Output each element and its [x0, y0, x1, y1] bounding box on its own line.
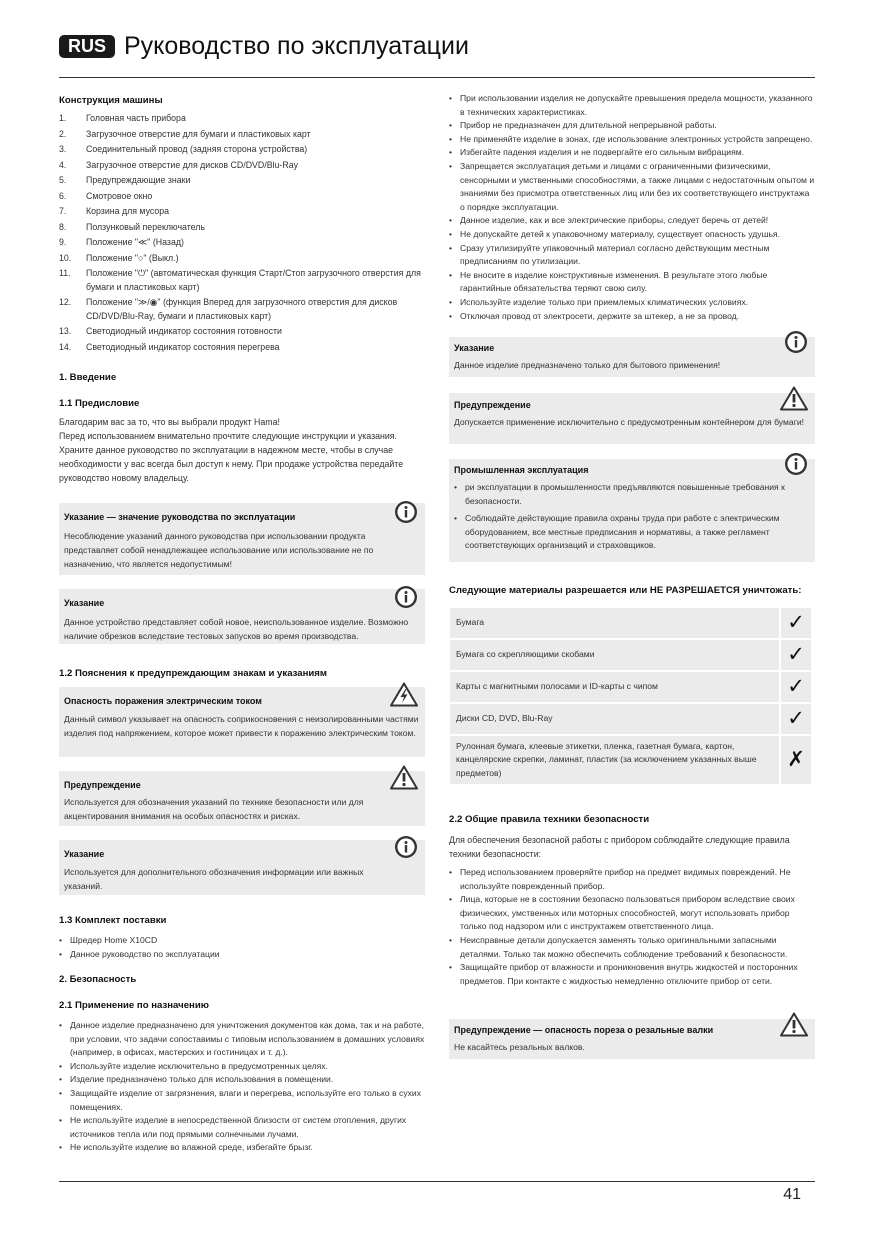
- construction-item: [59, 205, 425, 219]
- list-item: • Лица, которые не в состоянии безопасно пользоваться прибором вследствие своих физических, умственных или моторных способностей, могут использовать прибор только под надзором или с инструктажем ответственного лица.: [449, 893, 815, 934]
- list-item: • Защищайте изделие от загрязнения, влаги и перегрева, используйте его только в сухих помещениях.: [59, 1087, 427, 1114]
- note-manual-importance: [59, 503, 425, 575]
- list-item: • Шредер Home X10CD: [59, 934, 425, 948]
- construction-item: [59, 221, 425, 235]
- item-number: 4.: [59, 159, 67, 170]
- page-number: 41: [783, 1186, 801, 1203]
- language-badge: RUS: [59, 35, 115, 58]
- info-icon: [784, 330, 808, 354]
- list-item: • Неисправные детали допускается заменять только оригинальными запасными деталями. Только так можно обеспечить соблюдение требований к безопасности.: [449, 934, 815, 961]
- box-text: Данное изделие предназначено только для бытового применения!: [454, 360, 721, 370]
- construction-item: [59, 341, 425, 355]
- list-item: • Защищайте прибор от влажности и проникновения внутрь жидкостей и посторонних предметов. При контакте с жидкостью немедленно отключите прибор от сети.: [449, 961, 815, 988]
- box-title: Указание: [64, 849, 105, 859]
- construction-list: [59, 112, 425, 356]
- household-note: [449, 337, 815, 377]
- delivery-heading: 1.3 Комплект поставки: [59, 915, 167, 926]
- info-icon: [394, 835, 418, 859]
- industrial-list: [454, 481, 806, 553]
- note-title: Указание: [64, 598, 105, 608]
- construction-item: [59, 236, 425, 250]
- intro-heading: 1. Введение: [59, 372, 117, 383]
- safety-heading: 2. Безопасность: [59, 974, 137, 985]
- construction-item: [59, 128, 425, 142]
- construction-item: [59, 190, 425, 204]
- item-text: Загрузочное отверстие для бумаги и пластиковых карт: [86, 128, 311, 139]
- construction-item: [59, 174, 425, 188]
- allowed-check-icon: ✓: [780, 703, 812, 735]
- material-row: [449, 735, 812, 785]
- item-text: Ползунковый переключатель: [86, 221, 205, 232]
- page-title: Руководство по эксплуатации: [124, 32, 469, 60]
- material-name: Рулонная бумага, клеевые этикетки, пленка, газетная бумага, картон, канцелярские скрепки, ламинат, пластик (за исключением указанных выше предметов): [449, 735, 780, 785]
- item-number: 1.: [59, 113, 67, 123]
- item-text: Головная часть прибора: [86, 113, 186, 123]
- item-number: 13.: [59, 326, 72, 336]
- box-text: Данный символ указывает на опасность соприкосновения с неизолированными частями изделия под напряжением, которое может привести к поражению электрическим током.: [64, 714, 419, 738]
- item-text: Предупреждающие знаки: [86, 175, 191, 185]
- list-item: • Избегайте падения изделия и не подвергайте его сильным вибрациям.: [449, 146, 815, 160]
- item-number: 2.: [59, 128, 67, 139]
- safety-rules-list: [449, 92, 815, 323]
- info-box: [59, 840, 425, 895]
- list-item: • Не используйте изделие в непосредственной близости от систем отопления, других источников тепла или под прямыми солнечными лучами.: [59, 1114, 427, 1141]
- item-number: 8.: [59, 221, 67, 232]
- item-text: Положение "≫/◉" (функция Вперед для загрузочного отверстия для дисков CD/DVD/Blu-Ray, бумаги и пластиковых карт): [86, 297, 398, 321]
- box-text: Используется для обозначения указаний по технике безопасности или для акцентирования внимания на особых опасностях и рисках.: [64, 797, 364, 821]
- item-number: 6.: [59, 190, 67, 201]
- material-name: Диски CD, DVD, Blu-Ray: [449, 703, 780, 735]
- general-safety-heading: 2.2 Общие правила техники безопасности: [449, 814, 650, 825]
- item-number: 12.: [59, 297, 72, 307]
- industrial-use-box: [449, 459, 815, 562]
- box-title: Предупреждение — опасность пореза о резальные валки: [454, 1025, 714, 1035]
- list-item: • Не применяйте изделие в зонах, где использование электронных устройств запрещено.: [449, 133, 815, 147]
- material-row: [449, 607, 812, 639]
- foreword-text: Благодарим вас за то, что вы выбрали продукт Hama! Перед использованием внимательно прочтите следующие инструкции и указания. Храните данное руководство по эксплуатации в надежном месте, чтобы в случае необходимости у вас всегда был доступ к нему. При продаже устройства передайте руководство новому владельцу.: [59, 417, 404, 483]
- material-name: Бумага: [449, 607, 780, 639]
- box-title: Промышленная эксплуатация: [454, 465, 589, 475]
- shock-hazard-box: [59, 687, 425, 757]
- warning-triangle-icon: [780, 386, 808, 411]
- info-icon: [394, 500, 418, 524]
- box-title: Предупреждение: [64, 780, 141, 790]
- materials-table: [448, 606, 813, 786]
- item-text: Положение "≪" (Назад): [86, 237, 184, 247]
- item-text: Положение "○" (Выкл.): [86, 252, 179, 263]
- box-title: Указание: [454, 343, 495, 353]
- list-item: • Данное изделие, как и все электрические приборы, следует беречь от детей!: [449, 214, 815, 228]
- list-item: • Данное руководство по эксплуатации: [59, 948, 425, 962]
- item-number: 7.: [59, 206, 67, 216]
- construction-item: [59, 112, 425, 126]
- allowed-check-icon: ✓: [780, 607, 812, 639]
- box-text: Допускается применение исключительно с предусмотренным контейнером для бумаги!: [454, 417, 805, 427]
- item-text: Смотровое окно: [86, 190, 153, 201]
- list-item: • Не используйте изделие во влажной среде, избегайте брызг.: [59, 1141, 427, 1155]
- box-title: Опасность поражения электрическим током: [64, 696, 262, 706]
- material-name: Карты с магнитными полосами и ID-карты с чипом: [449, 671, 780, 703]
- material-name: Бумага со скрепляющими скобами: [449, 639, 780, 671]
- item-number: 5.: [59, 175, 67, 185]
- item-text: Светодиодный индикатор состояния перегрева: [86, 341, 280, 352]
- materials-heading: Следующие материалы разрешается или НЕ РАЗРЕШАЕТСЯ уничтожать:: [449, 585, 802, 596]
- material-row: [449, 639, 812, 671]
- list-item: • Используйте изделие только при приемлемых климатических условиях.: [449, 296, 815, 310]
- warning-box: [59, 771, 425, 826]
- list-item: • Используйте изделие исключительно в предусмотренных целях.: [59, 1060, 427, 1074]
- info-icon: [394, 585, 418, 609]
- item-text: Положение "⏻" (автоматическая функция Старт/Стоп загрузочного отверстия для бумаги и пластиковых карт): [86, 268, 421, 292]
- cut-hazard-warning: [449, 1019, 815, 1059]
- construction-item: [59, 143, 425, 157]
- allowed-check-icon: ✓: [780, 639, 812, 671]
- footer-rule: [59, 1181, 815, 1182]
- list-item: • Сразу утилизируйте упаковочный материал согласно действующим местным предписаниям по утилизации.: [449, 242, 815, 269]
- general-safety-list: [449, 866, 815, 988]
- item-number: 14.: [59, 341, 72, 352]
- allowed-check-icon: ✓: [780, 671, 812, 703]
- construction-item: [59, 296, 425, 323]
- construction-item: [59, 159, 425, 173]
- intended-use-list: [59, 1019, 427, 1155]
- item-text: Соединительный провод (задняя сторона устройства): [86, 144, 308, 154]
- item-text: Корзина для мусора: [86, 206, 170, 216]
- list-item: • Перед использованием проверяйте прибор на предмет видимых повреждений. Не используйте поврежденный прибор.: [449, 866, 815, 893]
- list-item: • Соблюдайте действующие правила охраны труда при работе с электрическим оборудованием, все местные предписания и нормативы, а также регламент соответствующих организаций и страховщиков.: [454, 512, 806, 553]
- list-item: • Данное изделие предназначено для уничтожения документов как дома, так и на работе, при условии, что задачи сопоставимы с типовым использованием в домашних условиях (например, в офисах, мастерских и гостиницах и т. д.).: [59, 1019, 427, 1060]
- foreword-heading: 1.1 Предисловие: [59, 398, 140, 409]
- container-warning: [449, 393, 815, 444]
- item-number: 9.: [59, 237, 67, 247]
- construction-item: [59, 252, 425, 266]
- list-item: • Не допускайте детей к упаковочному материалу, существует опасность удушья.: [449, 228, 815, 242]
- note-text: Данное устройство представляет собой новое, неиспользованное изделие. Возможно наличие обрезков вследствие тестовых запусков во время производства.: [64, 617, 409, 641]
- item-text: Светодиодный индикатор состояния готовности: [86, 326, 282, 336]
- electric-shock-warning-icon: [390, 682, 418, 707]
- item-text: Загрузочное отверстие для дисков CD/DVD/Blu-Ray: [86, 159, 299, 170]
- warning-triangle-icon: [390, 765, 418, 790]
- box-text: Используется для дополнительного обозначения информации или важных указаний.: [64, 867, 364, 891]
- list-item: • Отключая провод от электросети, держите за штекер, а не за провод.: [449, 310, 815, 324]
- material-row: [449, 703, 812, 735]
- list-item: • Не вносите в изделие конструктивные изменения. В результате этого любые гарантийные обязательства теряют свою силу.: [449, 269, 815, 296]
- not-allowed-cross-icon: ✗: [780, 735, 812, 785]
- construction-item: [59, 267, 425, 294]
- intended-use-heading: 2.1 Применение по назначению: [59, 1000, 209, 1011]
- list-item: • Прибор не предназначен для длительной непрерывной работы.: [449, 119, 815, 133]
- list-item: • Изделие предназначено только для использования в помещении.: [59, 1073, 427, 1087]
- list-item: • При использовании изделия не допускайте превышения предела мощности, указанного в технических характеристиках.: [449, 92, 815, 119]
- item-number: 10.: [59, 252, 72, 263]
- list-item: • Запрещается эксплуатация детьми и лицами с ограниченными физическими, сенсорными и умственными способностями, а также лицами с недостаточным опытом и знаниями без присмотра ответственных лиц или без их соответствующего инструктажа о порядке эксплуатации.: [449, 160, 815, 214]
- construction-item: [59, 325, 425, 339]
- note-new-product: [59, 589, 425, 644]
- header-rule: [59, 77, 815, 78]
- warning-triangle-icon: [780, 1012, 808, 1037]
- list-item: • ри эксплуатации в промышленности предъявляются повышенные требования к безопасности.: [454, 481, 806, 508]
- box-title: Предупреждение: [454, 400, 531, 410]
- box-text: Не касайтесь резальных валков.: [454, 1042, 585, 1052]
- info-icon: [784, 452, 808, 476]
- item-number: 11.: [59, 268, 71, 278]
- construction-heading: Конструкция машины: [59, 95, 163, 106]
- note-text: Несоблюдение указаний данного руководства при использовании продукта представляет собой ненадлежащее использование или использование не по назначению, что является недопустимым!: [64, 531, 374, 569]
- delivery-list: [59, 934, 425, 961]
- item-number: 3.: [59, 144, 67, 154]
- general-safety-intro: Для обеспечения безопасной работы с прибором соблюдайте следующие правила техники безопасности:: [449, 835, 790, 859]
- note-title: Указание — значение руководства по эксплуатации: [64, 512, 296, 522]
- symbols-heading: 1.2 Пояснения к предупреждающим знакам и указаниям: [59, 668, 328, 679]
- material-row: [449, 671, 812, 703]
